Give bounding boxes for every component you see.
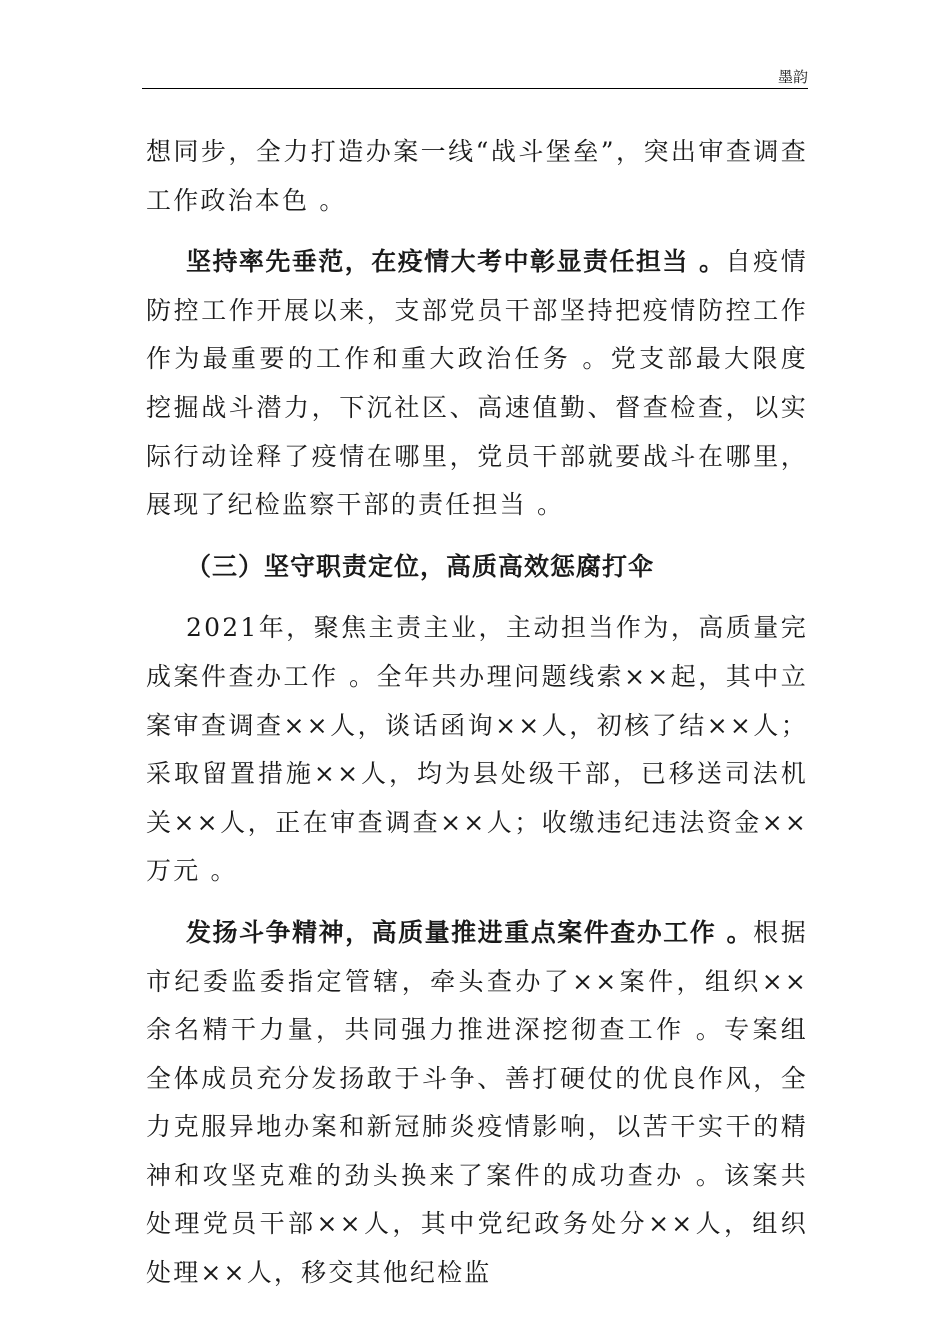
paragraph-4-text: 根据市纪委监委指定管辖，牵头查办了××案件，组织××余名精干力量，共同强力推进深挖彻查工作 。专案组全体成员充分发扬敢于斗争、善打硬仗的优良作风，全力克服异地办案和新冠肺炎疫情影响，以苦干实干的精神和攻坚克难的劲头换来了案件的成功查办 。该案共处理党员干部××人，其中党纪政务处分××人，组织处理××人，移交其他纪检监 <box>146 917 808 1288</box>
paragraph-1-text: 想同步，全力打造办案一线“战斗堡垒”，突出审查调查工作政治本色 。 <box>146 137 808 215</box>
paragraph-3-text: 2021年，聚焦主责主业，主动担当作为，高质量完成案件查办工作 。全年共办理问题线索××起，其中立案审查调查××人，谈话函询××人，初核了结××人；采取留置措施××人，均为县处级干部，已移送司法机关××人，正在审查调查××人；收缴违纪违法资金××万元 。 <box>146 613 808 886</box>
paragraph-2-text: 自疫情防控工作开展以来，支部党员干部坚持把疫情防控工作作为最重要的工作和重大政治任务 。党支部最大限度挖掘战斗潜力，下沉社区、高速值勤、督查检查，以实际行动诠释了疫情在哪里，党员干部就要战斗在哪里，展现了纪检监察干部的责任担当 。 <box>146 247 808 520</box>
section-heading: （三）坚守职责定位，高质高效惩腐打伞 <box>186 551 655 581</box>
header-rule <box>142 88 808 89</box>
paragraph-4 <box>146 909 808 1298</box>
paragraph-1 <box>146 128 808 225</box>
paragraph-2 <box>146 238 808 530</box>
document-body <box>146 128 808 1311</box>
paragraph-4-lead: 发扬斗争精神，高质量推进重点案件查办工作 。 <box>186 917 754 947</box>
paragraph-3 <box>146 604 808 896</box>
header-brand: 墨韵 <box>777 68 808 86</box>
paragraph-2-lead: 坚持率先垂范，在疫情大考中彰显责任担当 。 <box>186 247 726 277</box>
